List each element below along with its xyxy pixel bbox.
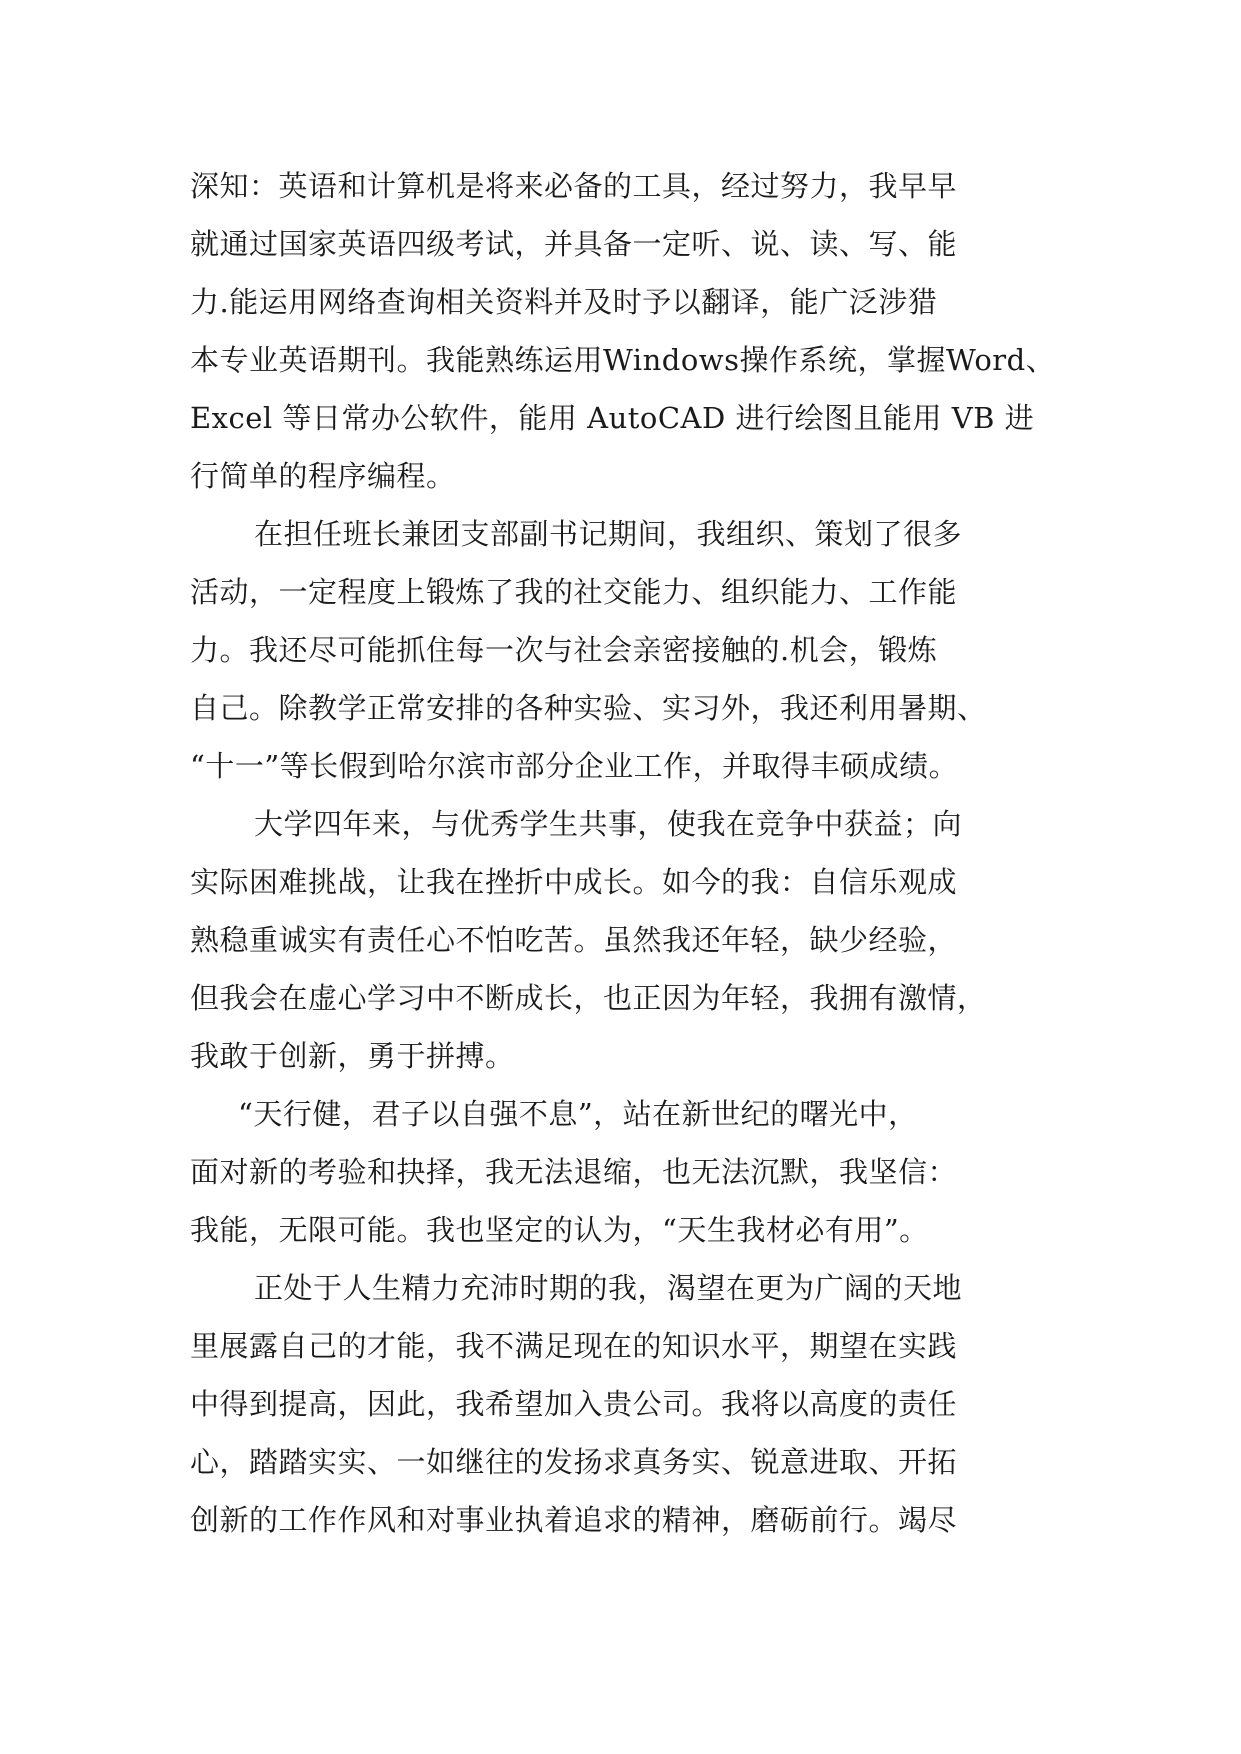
text-line: 实际困难挑战，让我在挫折中成长。如今的我：自信乐观成 xyxy=(190,865,958,899)
text-line: 就通过国家英语四级考试，并具备一定听、说、读、写、能 xyxy=(190,227,958,261)
text-line: Excel 等日常办公软件，能用 AutoCAD 进行绘图且能用 VB 进 xyxy=(190,401,1035,435)
text-line: “十一”等长假到哈尔滨市部分企业工作，并取得丰硕成绩。 xyxy=(190,749,959,783)
text-line: 行简单的程序编程。 xyxy=(190,459,456,493)
text-line: 本专业英语期刊。我能熟练运用Windows操作系统，掌握Word、 xyxy=(190,343,1056,377)
text-line: 我敢于创新，勇于拼搏。 xyxy=(190,1039,515,1073)
text-line: 力。我还尽可能抓住每一次与社会亲密接触的.机会，锻炼 xyxy=(190,633,938,667)
paragraph-start-line: 正处于人生精力充沛时期的我，渴望在更为广阔的天地 xyxy=(254,1271,963,1305)
text-line: 中得到提高，因此，我希望加入贵公司。我将以高度的责任 xyxy=(190,1387,958,1421)
text-line: 心，踏踏实实、一如继往的发扬求真务实、锐意进取、开拓 xyxy=(190,1445,958,1479)
text-line: 深知：英语和计算机是将来必备的工具，经过努力，我早早 xyxy=(190,169,958,203)
text-line: 自己。除教学正常安排的各种实验、实习外，我还利用暑期、 xyxy=(190,691,987,725)
paragraph-start-line: “天行健，君子以自强不息”，站在新世纪的曙光中， xyxy=(238,1097,918,1131)
text-line: 活动，一定程度上锻炼了我的社交能力、组织能力、工作能 xyxy=(190,575,958,609)
text-line: 熟稳重诚实有责任心不怕吃苦。虽然我还年轻，缺少经验， xyxy=(190,923,958,957)
text-line: 但我会在虚心学习中不断成长，也正因为年轻，我拥有激情， xyxy=(190,981,987,1015)
text-line: 里展露自己的才能，我不满足现在的知识水平，期望在实践 xyxy=(190,1329,958,1363)
text-line: 我能，无限可能。我也坚定的认为，“天生我材必有用”。 xyxy=(190,1213,929,1247)
paragraph-start-line: 大学四年来，与优秀学生共事，使我在竞争中获益；向 xyxy=(254,807,963,841)
text-line: 力.能运用网络查询相关资料并及时予以翻译，能广泛涉猎 xyxy=(190,285,938,319)
paragraph-start-line: 在担任班长兼团支部副书记期间，我组织、策划了很多 xyxy=(254,517,963,551)
text-line: 面对新的考验和抉择，我无法退缩，也无法沉默，我坚信： xyxy=(190,1155,958,1189)
body-text xyxy=(190,157,1056,1549)
text-line: 创新的工作作风和对事业执着追求的精神，磨砺前行。竭尽 xyxy=(190,1503,958,1537)
